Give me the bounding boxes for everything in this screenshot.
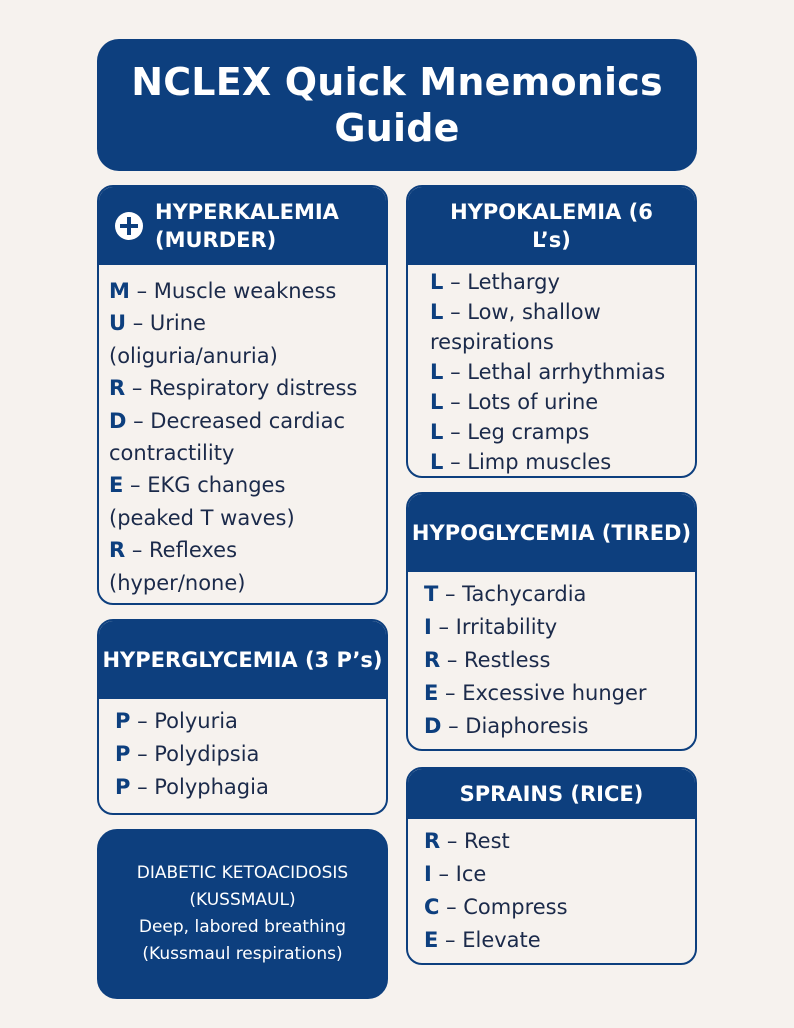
hypokalemia-heading: HYPOKALEMIA (6 L’s) — [450, 200, 653, 252]
list-item: L – Leg cramps — [430, 420, 590, 444]
sprains-card — [406, 767, 697, 965]
list-item: R – Rest — [424, 829, 510, 853]
list-item: E – EKG changes (peaked T waves) — [109, 473, 295, 530]
list-item: D – Decreased cardiac contractility — [109, 408, 346, 466]
hypokalemia-list — [408, 265, 695, 477]
list-item: P – Polyuria — [115, 709, 238, 733]
list-item: I – Ice — [424, 862, 487, 886]
hyperkalemia-header — [99, 187, 386, 265]
list-item: L – Low, shallow respirations — [430, 300, 601, 354]
plus-circle-icon — [115, 212, 143, 240]
list-item: D – Diaphoresis — [424, 714, 589, 738]
dka-card — [97, 829, 388, 999]
dka-subtitle: (KUSSMAUL) — [189, 890, 296, 910]
list-item: L – Lethal arrhythmias — [430, 360, 666, 384]
hyperglycemia-header — [99, 621, 386, 699]
hyperkalemia-heading: HYPERKALEMIA (MURDER) — [155, 200, 339, 252]
list-item: T – Tachycardia — [424, 582, 587, 606]
sprains-list — [408, 819, 695, 957]
list-item: L – Lethargy — [430, 270, 560, 294]
list-item: E – Excessive hunger — [424, 681, 647, 705]
dka-note: (Kussmaul respirations) — [142, 944, 343, 964]
sprains-heading: SPRAINS (RICE) — [459, 782, 644, 806]
hypoglycemia-header — [408, 494, 695, 572]
list-item: R – Restless — [424, 648, 551, 672]
hyperkalemia-card — [97, 185, 388, 605]
list-item: I – Irritability — [424, 615, 558, 639]
page-title: NCLEX Quick Mnemonics Guide — [131, 60, 663, 150]
hypokalemia-card — [406, 185, 697, 478]
hypoglycemia-list — [408, 572, 695, 743]
hyperglycemia-heading: HYPERGLYCEMIA (3 P’s) — [102, 648, 383, 672]
list-item: R – Reflexes (hyper/none) — [109, 538, 246, 595]
sprains-header — [408, 769, 695, 819]
hypoglycemia-card — [406, 492, 697, 751]
hyperglycemia-list — [99, 699, 386, 804]
list-item: P – Polyphagia — [115, 775, 269, 799]
list-item: L – Lots of urine — [430, 390, 599, 414]
list-item: P – Polydipsia — [115, 742, 260, 766]
title-banner — [97, 39, 697, 171]
list-item: C – Compress — [424, 895, 568, 919]
hypokalemia-header — [408, 187, 695, 265]
dka-description: Deep, labored breathing — [138, 917, 347, 937]
list-item: M – Muscle weakness — [109, 279, 337, 303]
hyperglycemia-card — [97, 619, 388, 815]
hypoglycemia-heading: HYPOGLYCEMIA (TIRED) — [411, 521, 692, 545]
list-item: U – Urine (oliguria/anuria) — [109, 311, 278, 368]
list-item: R – Respiratory distress — [109, 376, 358, 401]
list-item: E – Elevate — [424, 928, 541, 952]
list-item: L – Limp muscles — [430, 450, 612, 474]
hyperkalemia-list — [99, 265, 386, 599]
dka-title: DIABETIC KETOACIDOSIS — [136, 863, 349, 883]
